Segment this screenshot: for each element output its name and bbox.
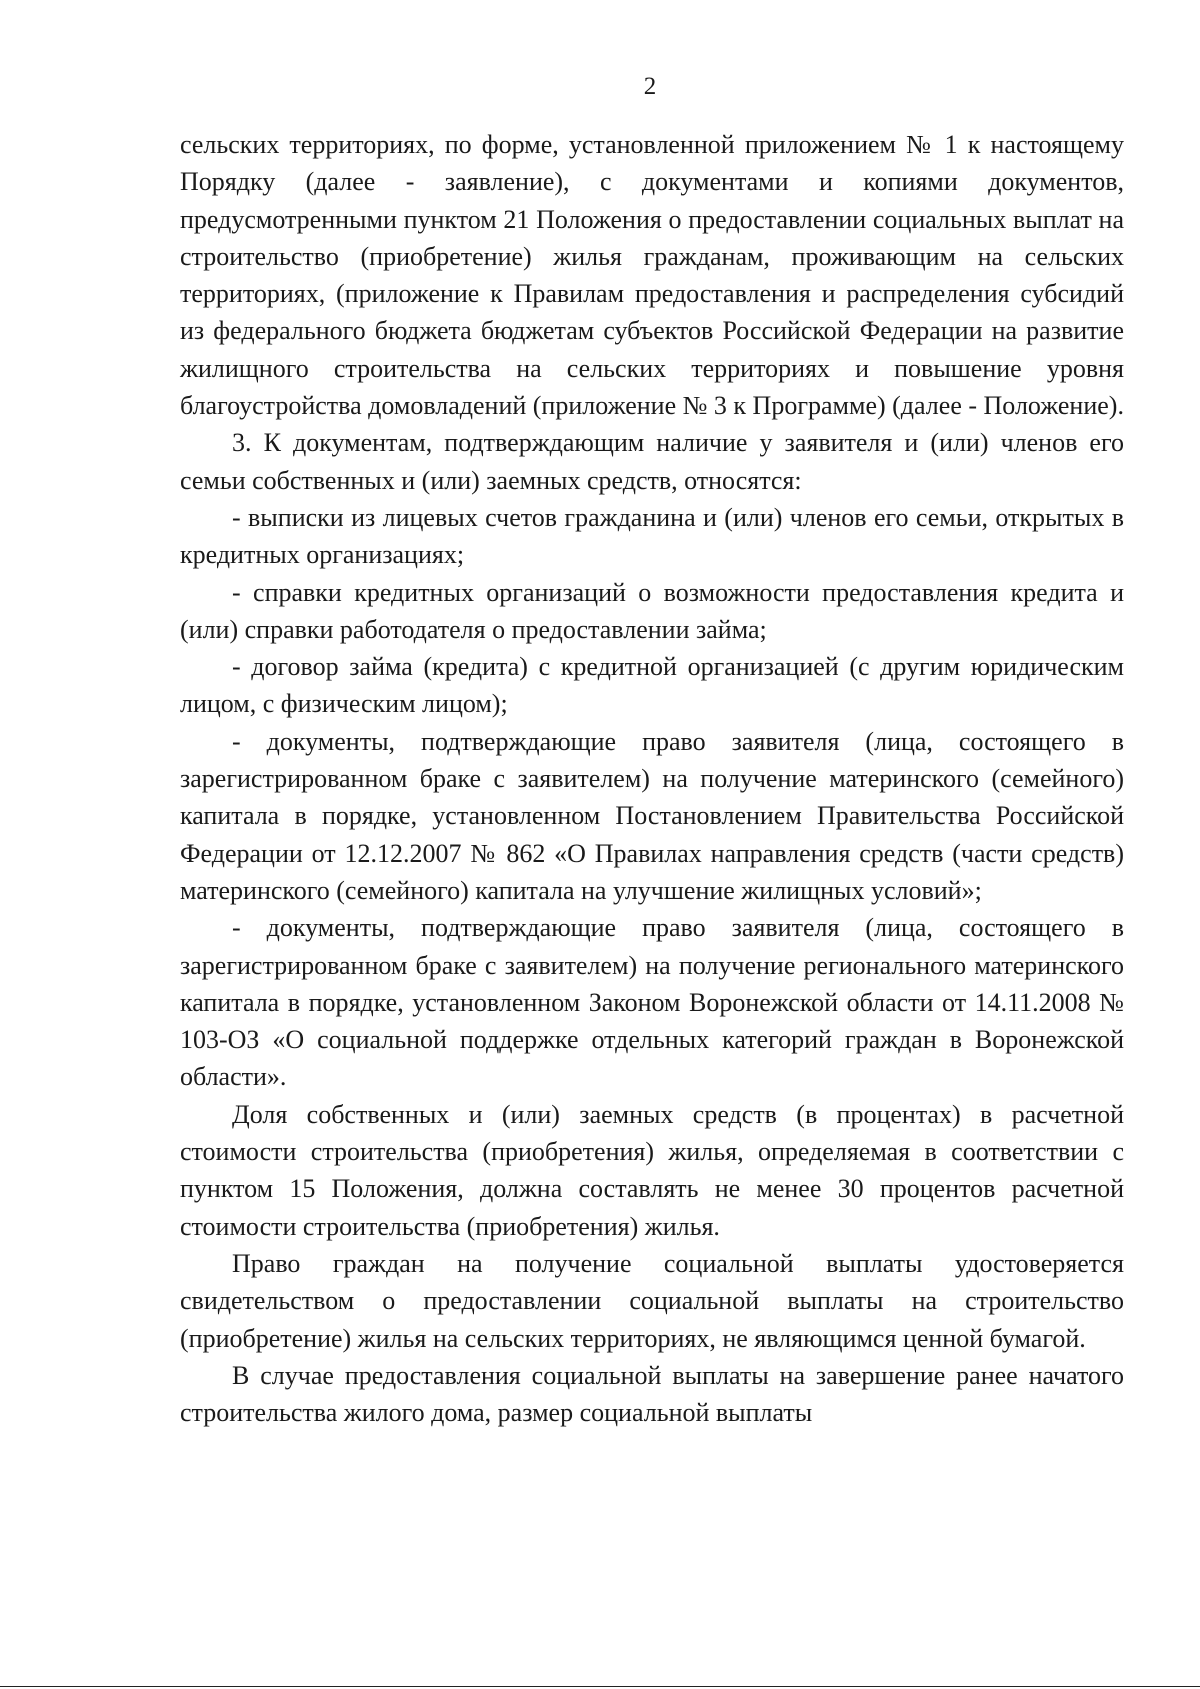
paragraph-own-funds-share: Доля собственных и (или) заемных средств (в процентах) в расчетной стоимости строительства (приобретения) жилья, определяемая в соответствии с пунктом 15 Положения, должна составлять не менее 30 процентов расчетной стоимости строительства (приобретения) жилья. <box>180 1099 1124 1241</box>
document-body <box>180 126 1124 1431</box>
paragraph-completion-case: В случае предоставления социальной выплаты на завершение ранее начатого строительства жилого дома, размер социальной выплаты <box>180 1360 1124 1428</box>
paragraph-continuation: сельских территориях, по форме, установленной приложением № 1 к настоящему Порядку (далее - заявление), с документами и копиями документов, предусмотренными пунктом 21 Положения о предоставлении социальных выплат на строительство (приобретение) жилья гражданам, проживающим на сельских территориях, (приложение к Правилам предоставления и распределения субсидий из федерального бюджета бюджетам субъектов Российской Федерации на развитие жилищного строительства на сельских территориях и повышение уровня благоустройства домовладений (приложение № 3 к Программе) (далее - Положение). <box>180 130 1124 421</box>
list-item-maternity-capital: - документы, подтверждающие право заявителя (лица, состоящего в зарегистрированном браке с заявителем) на получение материнского (семейного) капитала в порядке, установленном Постановлением Правительства Российской Федерации от 12.12.2007 № 862 «О Правилах направления средств (части средств) материнского (семейного) капитала на улучшение жилищных условий»; <box>180 726 1124 905</box>
list-item-bank-certificates: - справки кредитных организаций о возможности предоставления кредита и (или) справки работодателя о предоставлении займа; <box>180 577 1124 644</box>
paragraph-item-3: 3. К документам, подтверждающим наличие у заявителя и (или) членов его семьи собственных и (или) заемных средств, относятся: <box>180 428 1124 495</box>
list-item-account-statements: - выписки из лицевых счетов гражданина и (или) членов его семьи, открытых в кредитных организациях; <box>180 502 1124 570</box>
page-number: 2 <box>643 73 657 100</box>
list-item-regional-maternity-capital: - документы, подтверждающие право заявителя (лица, состоящего в зарегистрированном браке с заявителем) на получение регионального материнского капитала в порядке, установленном Законом Воронежской области от 14.11.2008 № 103-ОЗ «О социальной поддержке отдельных категорий граждан в Воронежской области». <box>180 913 1124 1092</box>
list-item-loan-agreement: - договор займа (кредита) с кредитной организацией (с другим юридическим лицом, с физическим лицом); <box>180 652 1124 719</box>
paragraph-certificate: Право граждан на получение социальной выплаты удостоверяется свидетельством о предоставлении социальной выплаты на строительство (приобретение) жилья на сельских территориях, не являющимся ценной бумагой. <box>180 1248 1124 1353</box>
page-bottom-edge <box>0 1686 1200 1687</box>
